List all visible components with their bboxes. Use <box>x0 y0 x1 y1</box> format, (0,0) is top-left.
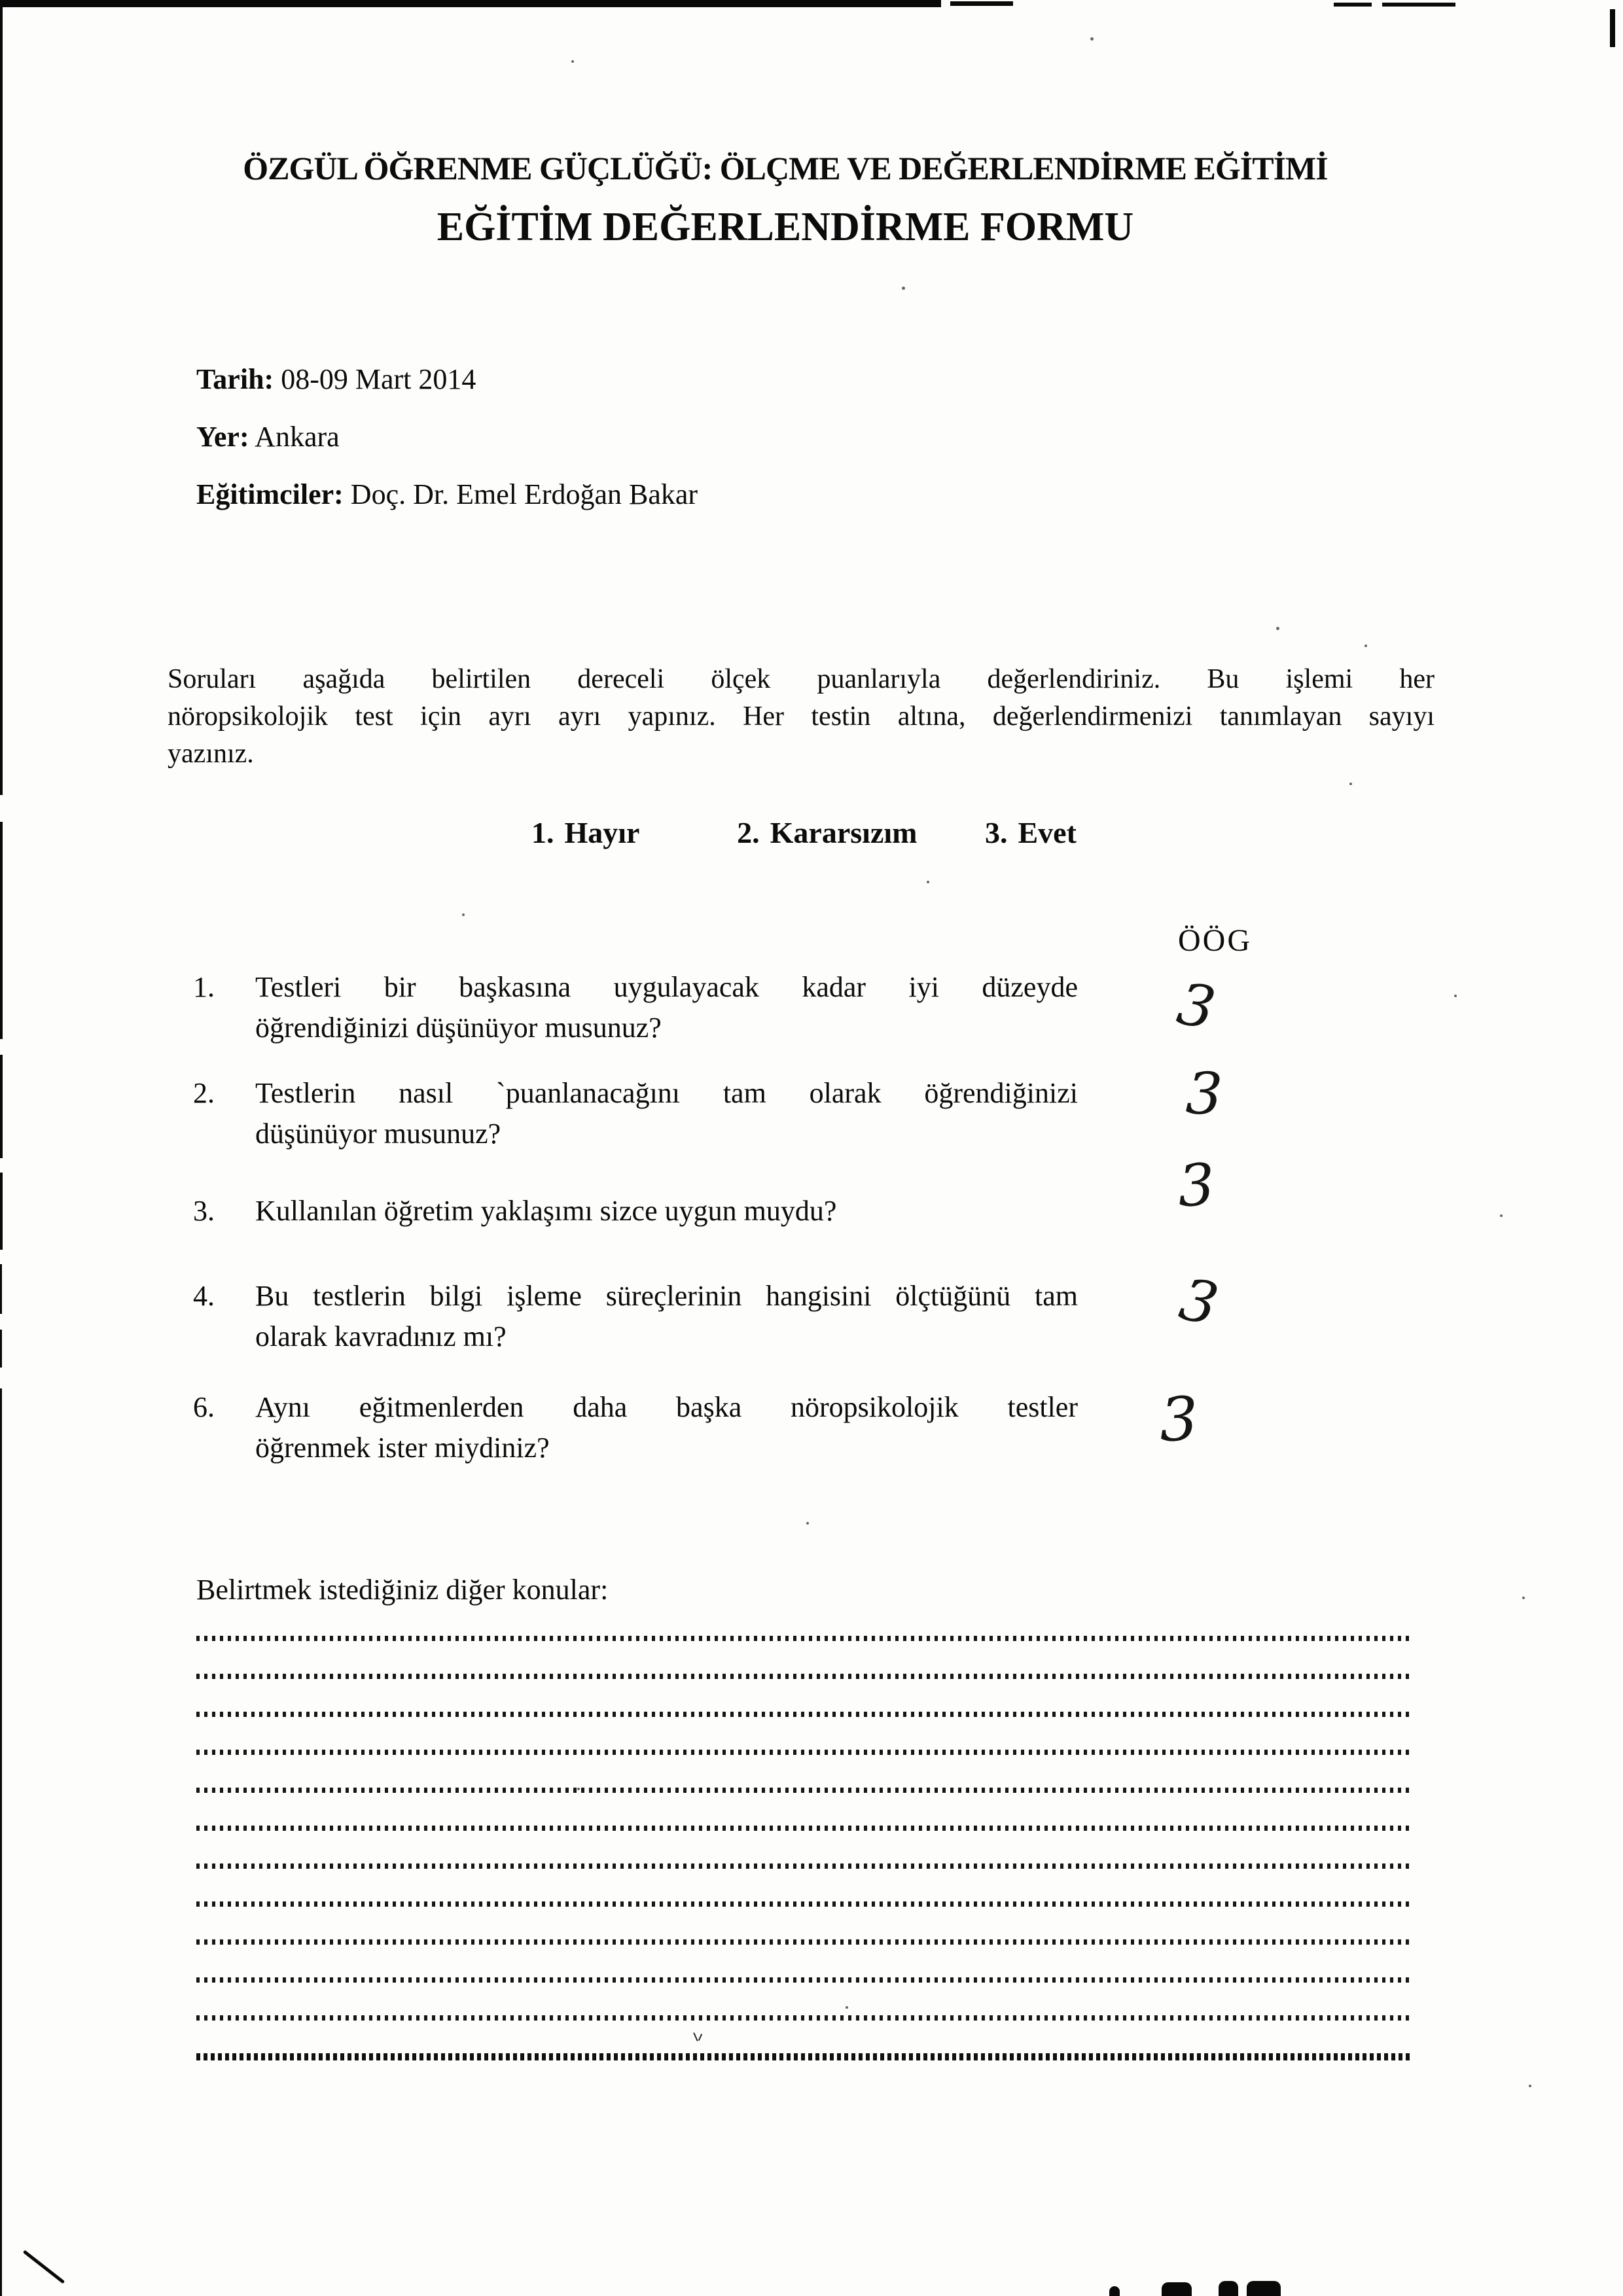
question-line: olarak kavradınız mı? <box>255 1320 507 1352</box>
scale-option-1-num: 1. <box>531 816 554 849</box>
dotted-line <box>196 1674 1411 1679</box>
question-line: öğrendiğinizi düşünüyor musunuz? <box>255 1012 662 1044</box>
scan-artifact-top-dash <box>950 1 1013 6</box>
scale-option-2-num: 2. <box>737 816 760 849</box>
dotted-line <box>196 1788 1411 1793</box>
question-number: 2. <box>193 1077 215 1109</box>
scan-artifact-left-border <box>0 1388 2 2296</box>
scan-noise-dot <box>1364 645 1367 647</box>
scan-noise-dot <box>1522 1597 1525 1599</box>
dotted-line <box>196 1712 1411 1717</box>
scan-noise-dot <box>1349 783 1352 785</box>
dotted-line <box>196 1939 1411 1945</box>
dotted-line <box>196 1977 1411 1983</box>
page-title: ÖZGÜL ÖĞRENME GÜÇLÜĞÜ: ÖLÇME VE DEĞERLENDİRME EĞİTİMİ <box>243 150 1328 186</box>
question-text <box>255 1073 1078 1154</box>
dotted-line <box>196 2015 1411 2021</box>
question-text <box>255 1191 1078 1231</box>
scale-option-3-label: Evet <box>1018 816 1077 849</box>
scan-artifact-left-border <box>0 1264 2 1314</box>
handwritten-answer: 3 <box>1185 1059 1224 1128</box>
scan-artifact-left-border <box>0 1330 2 1368</box>
question-number: 1. <box>193 971 215 1003</box>
scan-artifact-top-bar <box>0 0 941 7</box>
meta-date <box>196 351 698 408</box>
scan-noise-dot <box>1090 37 1094 41</box>
meta-place-value: Ankara <box>249 421 340 453</box>
question-line: düşünüyor musunuz? <box>255 1118 501 1150</box>
question-line: Bu testlerin bilgi işleme süreçlerinin hangisini ölçtüğünü tam <box>255 1280 1078 1312</box>
scale-option-3-num: 3. <box>984 816 1008 849</box>
dotted-line <box>196 1750 1411 1755</box>
meta-place-label: Yer: <box>196 421 249 453</box>
instructions-line: yazınız. <box>168 739 254 769</box>
rating-scale <box>531 815 1077 850</box>
scan-noise-dot <box>1276 627 1279 630</box>
question-line: Aynı eğitmenlerden daha başka nöropsikolojik testler <box>255 1391 1078 1423</box>
scan-noise-dot <box>806 1522 809 1525</box>
instructions-paragraph <box>168 661 1435 773</box>
page-subtitle: EĞİTİM DEĞERLENDİRME FORMU <box>437 205 1134 249</box>
meta-trainers <box>196 466 698 523</box>
question-text <box>255 967 1078 1048</box>
question-line: Testlerin nasıl `puanlanacağını tam olarak öğrendiğinizi <box>255 1077 1078 1109</box>
question-line: öğrenmek ister miydiniz? <box>255 1432 550 1464</box>
dotted-line <box>196 2053 1411 2060</box>
instructions-line: Soruları aşağıda belirtilen dereceli ölçek puanlarıyla değerlendiriniz. Bu işlemi her <box>168 664 1435 694</box>
other-topics-write-in-area <box>196 1636 1411 2060</box>
question-text <box>255 1387 1078 1468</box>
handwritten-answer: 3 <box>1176 1150 1217 1220</box>
scan-noise-dot <box>571 60 574 63</box>
handwritten-answer: 3 <box>1158 1384 1200 1455</box>
scan-noise-dot <box>1529 2085 1531 2087</box>
answer-column-header: ÖÖG <box>1178 923 1252 958</box>
question-row <box>193 1387 1078 1468</box>
question-row <box>193 1073 1078 1154</box>
scan-artifact-cutoff-mark <box>1109 2286 1120 2296</box>
question-number: 4. <box>193 1280 215 1312</box>
other-topics-label: Belirtmek istediğiniz diğer konular: <box>196 1574 609 1606</box>
question-line: Testleri bir başkasına uygulayacak kadar iyi düzeyde <box>255 971 1078 1003</box>
question-row <box>193 1191 1078 1231</box>
scan-noise-dot <box>1500 1214 1503 1217</box>
handwritten-answer: 3 <box>1174 1265 1224 1339</box>
scan-artifact-left-border <box>0 822 3 1039</box>
scan-artifact-right-tick <box>1610 9 1615 47</box>
meta-trainers-label: Eğitimciler: <box>196 478 344 510</box>
scan-noise-dot <box>462 913 465 916</box>
meta-place <box>196 408 698 466</box>
scan-artifact-left-border <box>0 1173 3 1250</box>
title-block <box>0 149 1571 251</box>
scan-artifact-cutoff-mark <box>1219 2281 1238 2296</box>
dotted-line <box>196 1863 1411 1869</box>
scan-noise-dot <box>927 881 929 883</box>
question-text <box>255 1276 1078 1357</box>
question-row <box>193 967 1078 1048</box>
dotted-line <box>196 1826 1411 1831</box>
meta-date-label: Tarih: <box>196 363 274 395</box>
instructions-line: nöropsikolojik test için ayrı ayrı yapınız. Her testin altına, değerlendirmenizi tanımlayan sayıyı <box>168 701 1435 732</box>
meta-date-value: 08-09 Mart 2014 <box>274 363 476 395</box>
question-number: 3. <box>193 1195 215 1227</box>
scan-artifact-top-dash <box>1334 3 1372 7</box>
scale-option-2-label: Kararsızım <box>770 816 918 849</box>
scan-artifact-cutoff-mark <box>1162 2282 1192 2296</box>
question-number: 6. <box>193 1391 215 1423</box>
scan-artifact-left-border <box>0 1055 3 1158</box>
scan-artifact-left-border <box>0 0 3 795</box>
dotted-line <box>196 1636 1411 1641</box>
meta-block <box>196 351 698 523</box>
question-row <box>193 1276 1078 1357</box>
scan-noise-dot <box>1454 995 1457 997</box>
handwritten-answer: 3 <box>1172 969 1221 1043</box>
scan-noise-dot <box>902 287 905 290</box>
scan-artifact-top-dash <box>1382 3 1455 7</box>
question-line: Kullanılan öğretim yaklaşımı sizce uygun muydu? <box>255 1195 837 1227</box>
dotted-line <box>196 1901 1411 1907</box>
scan-artifact-squiggle <box>23 2250 65 2284</box>
scan-artifact-cutoff-mark <box>1247 2281 1281 2296</box>
meta-trainers-value: Doç. Dr. Emel Erdoğan Bakar <box>343 478 698 510</box>
scale-option-1-label: Hayır <box>564 816 639 849</box>
